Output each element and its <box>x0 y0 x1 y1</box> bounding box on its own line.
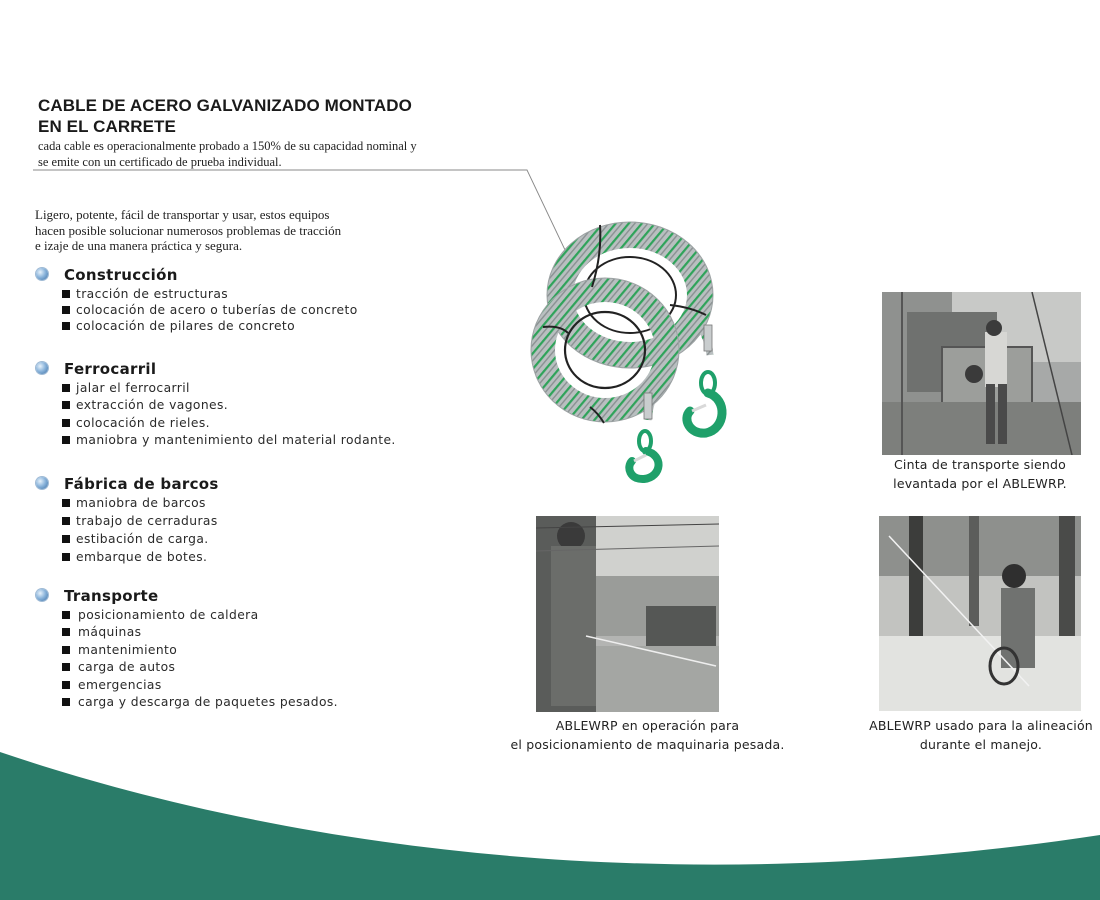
caption-line: el posicionamiento de maquinaria pesada. <box>510 737 785 752</box>
caption-line: ABLEWRP en operación para <box>555 718 740 733</box>
list-item-text: colocación de rieles. <box>76 415 210 430</box>
intro-line-1: Ligero, potente, fácil de transportar y usar, estos equipos <box>35 207 330 222</box>
list-item-text: embarque de botes. <box>76 550 208 564</box>
section-title: Fábrica de barcos <box>64 475 219 493</box>
caption-line: durante el manejo. <box>919 737 1043 752</box>
list-item-text: trabajo de cerraduras <box>76 514 218 528</box>
section-title: Transporte <box>64 587 159 605</box>
subtitle-line-1: cada cable es operacionalmente probado a 150% de su capacidad nominal y <box>38 139 417 153</box>
title-line-2: EN EL CARRETE <box>38 117 176 136</box>
caption-line: ABLEWRP usado para la alineación <box>869 718 1093 733</box>
list-item-text: mantenimiento <box>78 642 178 657</box>
subtitle-line-2: se emite con un certificado de prueba individual. <box>38 155 282 169</box>
section-title: Ferrocarril <box>64 360 157 378</box>
list-item-text: jalar el ferrocarril <box>76 380 190 395</box>
list-item-text: colocación de acero o tuberías de concreto <box>76 303 358 317</box>
caption-line: levantada por el ABLEWRP. <box>893 476 1067 491</box>
section-title: Construcción <box>64 266 178 284</box>
list-item-text: máquinas <box>78 625 142 640</box>
list-item-text: colocación de pilares de concreto <box>76 319 296 333</box>
list-item-text: extracción de vagones. <box>76 398 229 413</box>
list-item-text: maniobra de barcos <box>76 496 206 510</box>
list-item-text: emergencias <box>78 677 162 692</box>
caption-line: Cinta de transporte siendo <box>893 457 1067 472</box>
intro-line-2: hacen posible solucionar numerosos problemas de tracción <box>35 222 342 238</box>
list-item-text: maniobra y mantenimiento del material rodante. <box>76 433 396 448</box>
intro-line-3: e izaje de una manera práctica y segura. <box>35 238 243 253</box>
list-item-text: posicionamiento de caldera <box>78 607 259 622</box>
list-item-text: carga de autos <box>78 660 176 675</box>
list-item-text: tracción de estructuras <box>76 287 229 301</box>
title-line-1: CABLE DE ACERO GALVANIZADO MONTADO <box>38 96 412 115</box>
list-item-text: estibación de carga. <box>76 532 209 546</box>
list-item-text: carga y descarga de paquetes pesados. <box>78 695 338 710</box>
